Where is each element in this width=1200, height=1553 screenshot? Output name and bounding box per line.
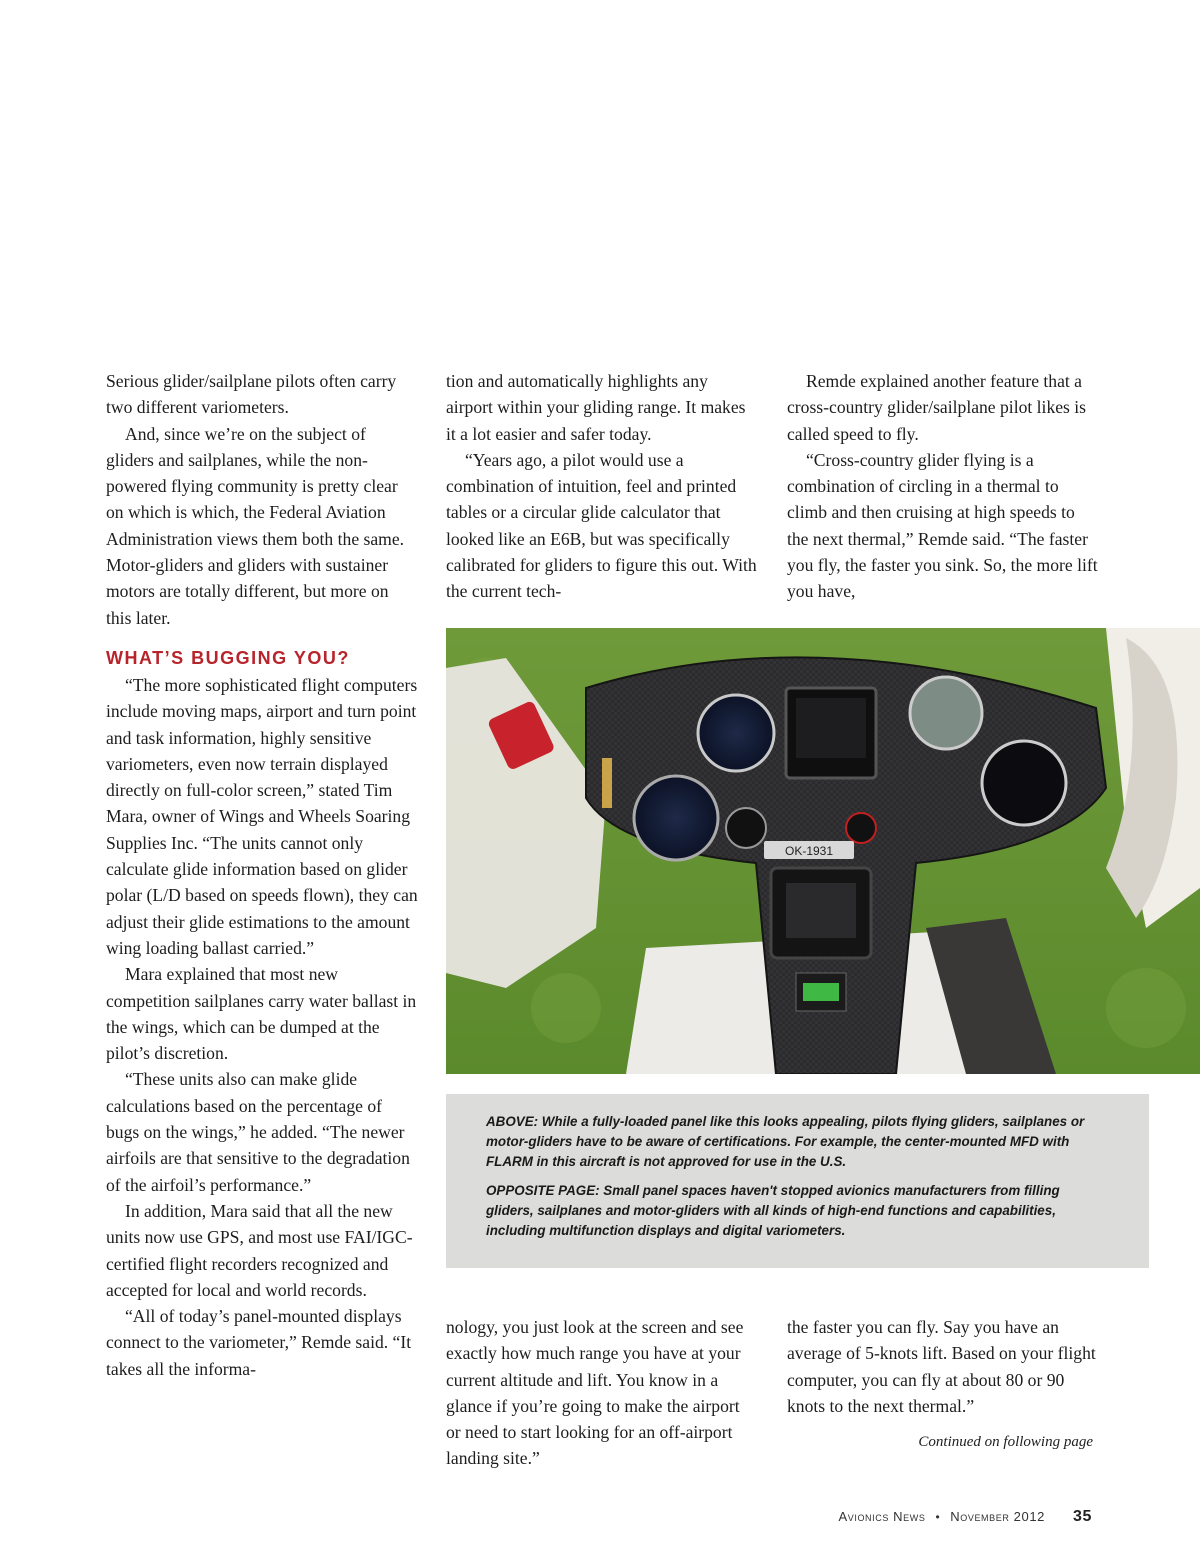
article-column-3-bottom (787, 1314, 1099, 1455)
paragraph: Remde explained another feature that a cross-country glider/sailplane pilot likes is called speed to fly. (787, 371, 1087, 444)
registration-label: OK-1931 (784, 844, 834, 858)
article-column-3-top (787, 368, 1099, 605)
paragraph: the faster you can fly. Say you have an average of 5-knots lift. Based on your flight computer, you can fly at about 80 or 90 knots to the next thermal.” (787, 1317, 1096, 1416)
page-footer (838, 1508, 1092, 1526)
paragraph: nology, you just look at the screen and see exactly how much range you have at your current altitude and lift. You know in a glance if you’re going to make the airport or need to start looking for an off-airport landing site.” (446, 1317, 744, 1469)
paragraph: Serious glider/sailplane pilots often carry two different variometers. (106, 371, 397, 418)
paragraph: “Years ago, a pilot would use a combination of intuition, feel and printed tables or a circular glide calculator that looked like an E6B, but was specifically calibrated for gliders to figure this out. With the current tech- (446, 449, 757, 602)
paragraph: tion and automatically highlights any airport within your gliding range. It makes it a lot easier and safer today. (446, 371, 746, 444)
page-number: 35 (1073, 1508, 1092, 1525)
paragraph: “These units also can make glide calculations based on the percentage of bugs on the wings,” he added. “The newer airfoils are that sensitive to the degradation of the airfoil’s performance.” (106, 1069, 410, 1195)
continued-note: Continued on following page (918, 1434, 1093, 1451)
paragraph: And, since we’re on the subject of gliders and sailplanes, while the non-powered flying community is pretty clear on which is which, the Federal Aviation Administration views them both the same. Motor-gliders and gliders with sustainer motors are totally different, but more on this later. (106, 423, 405, 628)
photo-caption (446, 1094, 1149, 1268)
caption-above: ABOVE: While a fully-loaded panel like this looks appealing, pilots flying gliders, sailplanes or motor-gliders have to be aware of certifications. For example, the center-mounted MFD with FLARM in this aircraft is not approved for use in the U.S. (486, 1114, 1085, 1169)
publication-name: Avionics News (838, 1509, 926, 1524)
paragraph: “The more sophisticated flight computers include moving maps, airport and turn point and task information, highly sensitive variometers, even now terrain displayed directly on full-color screen,” stated Tim Mara, owner of Wings and Wheels Soaring Supplies Inc. “The units cannot only calculate glide information based on glider polar (L/D based on speeds flown), they can adjust their glide estimations to the amount wing loading ballast carried.” (106, 674, 418, 958)
paragraph: Mara explained that most new competition sailplanes carry water ballast in the wings, which can be dumped at the pilot’s discretion. (106, 964, 417, 1064)
article-column-2-top (446, 368, 758, 605)
issue-date: November 2012 (950, 1509, 1045, 1524)
paragraph: In addition, Mara said that all the new units now use GPS, and most use FAI/IGC-certified flight recorders recognized and accepted for local and world records. (106, 1200, 413, 1300)
section-heading: WHAT’S BUGGING YOU? (106, 647, 350, 668)
article-column-1 (106, 368, 418, 1382)
article-column-2-bottom (446, 1314, 758, 1472)
footer-bullet: • (935, 1510, 941, 1524)
caption-opposite-page: OPPOSITE PAGE: Small panel spaces haven't stopped avionics manufacturers from filling gliders, sailplanes and motor-gliders with all kinds of high-end functions and capabilities, including multifunction displays and digital variometers. (486, 1183, 1060, 1238)
paragraph: “Cross-country glider flying is a combination of circling in a thermal to climb and then cruising at high speeds to the next thermal,” Remde said. “The faster you fly, the faster you sink. So, the more lift you have, (787, 449, 1098, 602)
paragraph: “All of today’s panel-mounted displays connect to the variometer,” Remde said. “It takes all the informa- (106, 1306, 412, 1379)
cockpit-panel-photo (446, 628, 1200, 1074)
